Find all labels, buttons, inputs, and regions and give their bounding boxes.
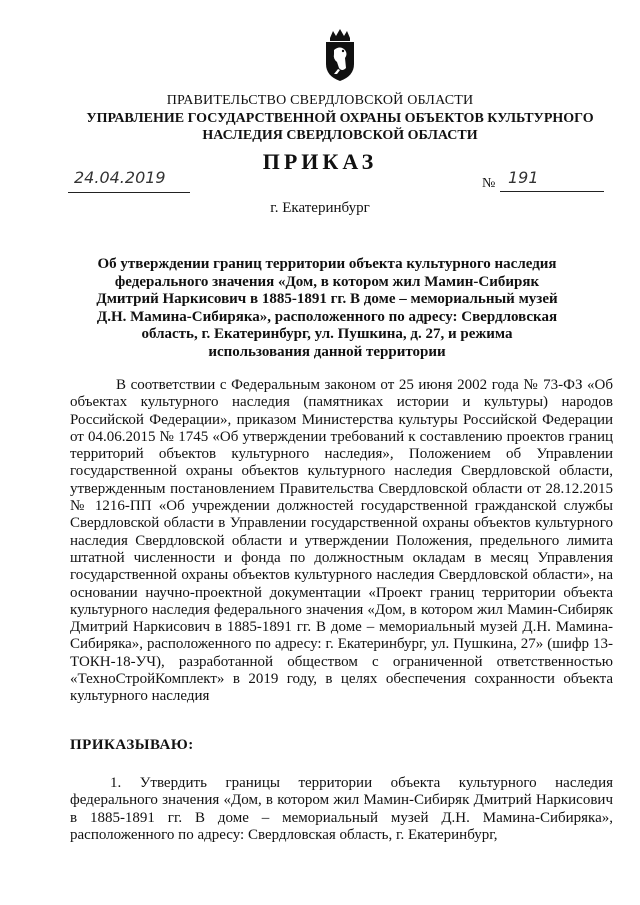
decree-heading: ПРИКАЗЫВАЮ:	[70, 737, 194, 753]
document-title: ПРИКАЗ	[262, 149, 378, 174]
number-label: №	[482, 176, 496, 191]
decree-item-1: 1. Утвердить границы территории объекта культурного наследия федерального значения «Дом, в котором жил Мамин-Сибиряк Дмитрий Наркисович в 1885-1891 гг. В доме – мемориальный музей Д.Н. Мамина-Сибиряка», расположенного по адресу: Свердловская область, г. Екатеринбург,	[70, 775, 613, 843]
coat-of-arms-icon	[322, 28, 358, 82]
order-date: 24.04.2019	[74, 168, 166, 187]
government-name: ПРАВИТЕЛЬСТВО СВЕРДЛОВСКОЙ ОБЛАСТИ	[166, 93, 474, 108]
order-number: 191	[508, 168, 539, 187]
order-city: г. Екатеринбург	[270, 200, 370, 216]
department-name: УПРАВЛЕНИЕ ГОСУДАРСТВЕННОЙ ОХРАНЫ ОБЪЕКТОВ КУЛЬТУРНОГО НАСЛЕДИЯ СВЕРДЛОВСКОЙ ОБЛАСТИ	[86, 111, 594, 143]
order-subject: Об утверждении границ территории объекта культурного наследия федерального значения «Дом, в котором жил Мамин-Сибиряк Дмитрий Наркисович в 1885-1891 гг. В доме – мемориальный музей Д.Н. Мамина-Сибиряка», расположенного по адресу: Свердловская область, г. Екатеринбург, ул. Пушкина, д. 27, и режима использования данной территории	[96, 256, 558, 360]
preamble-paragraph: В соответствии с Федеральным законом от 25 июня 2002 года № 73-ФЗ «Об объектах культурного наследия (памятниках истории и культуры) народов Российской Федерации», приказом Министерства культуры Российской Федерации от 04.06.2015 № 1745 «Об утверждении требований к составлению проектов границ территорий объектов культурного наследия», Положением об Управлении государственной охраны объектов культурного наследия Свердловской области, утвержденным постановлением Правительства Свердловской области от 28.12.2015 № 1216-ПП «Об учреждении должностей государственной гражданской службы Свердловской области в Управлении государственной охраны объектов культурного наследия Свердловской области и утверждении Положения, предельного лимита штатной численности и фонда по должностным окладам в месяц Управления государственной охраны объектов культурного наследия Свердловской области», на основании научно-проектной документации «Проект границ территории объекта культурного наследия федерального значения «Дом, в котором жил Мамин-Сибиряк Дмитрий Наркисович в 1885-1891 гг. В доме – мемориальный музей Д.Н. Мамина-Сибиряка», расположенного по адресу: г. Екатеринбург, ул. Пушкина, 27» (шифр 13-ТОКН-18-УЧ), разработанной обществом с ограниченной ответственностью «ТехноСтройКомплект» в 2019 году, в целях обеспечения сохранности объекта культурного наследия	[70, 377, 613, 705]
